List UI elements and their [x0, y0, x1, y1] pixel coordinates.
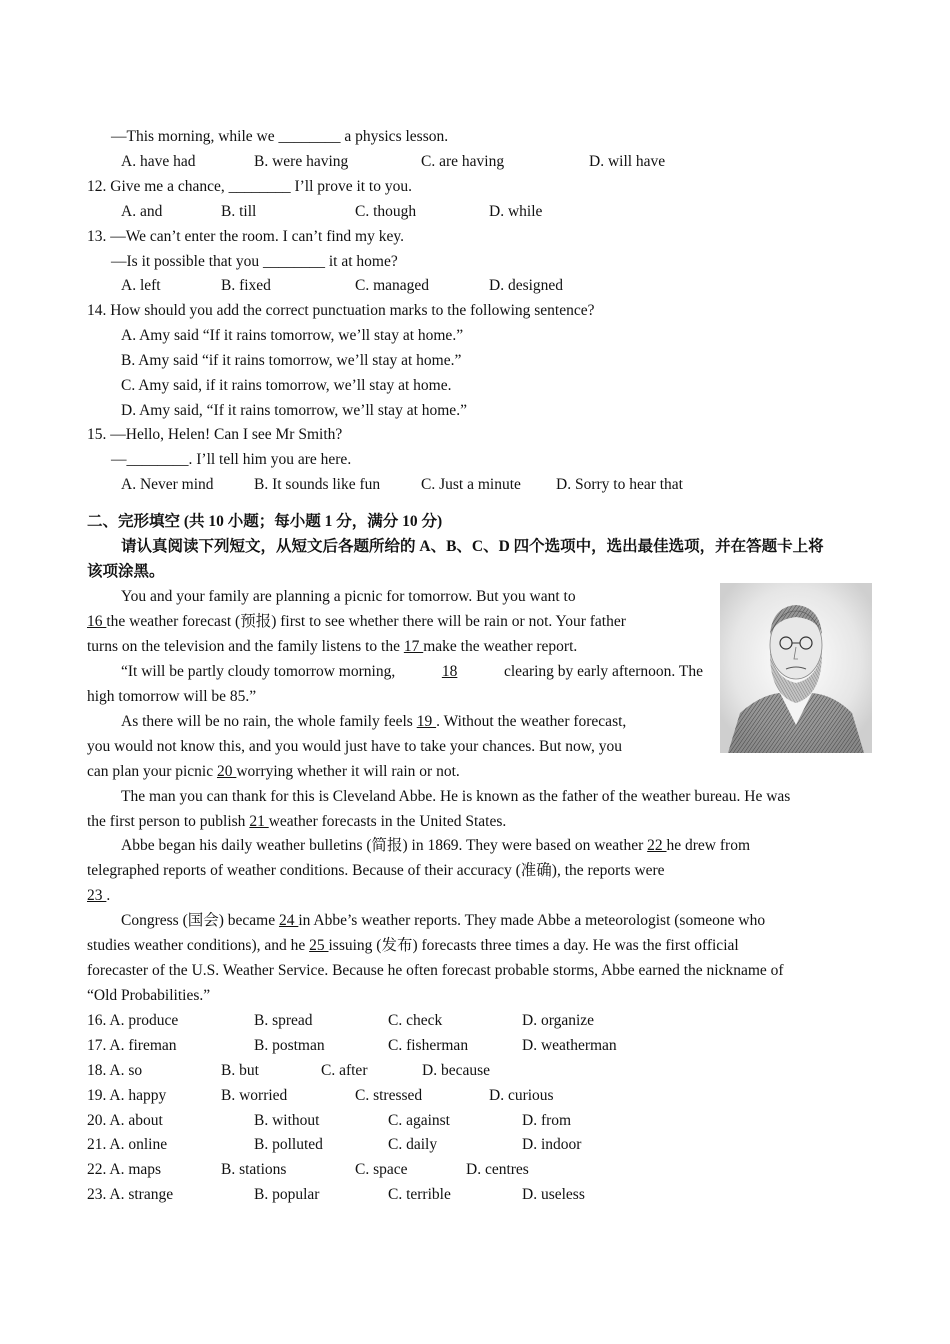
- q12-option-d: D. while: [489, 203, 543, 220]
- answer-23-a: 23. A. strange: [87, 1186, 174, 1203]
- q15-line1: 15. —Hello, Helen! Can I see Mr Smith?: [87, 426, 343, 443]
- answer-22-b: B. stations: [221, 1161, 287, 1178]
- answer-19-a: 19. A. happy: [87, 1087, 167, 1104]
- passage-p2-line1: “It will be partly cloudy tomorrow morning, 18 clearing by early afternoon. The: [121, 663, 703, 680]
- answer-17-d: D. weatherman: [522, 1037, 617, 1054]
- blank-19: 19: [416, 713, 437, 730]
- q13-option-b: B. fixed: [221, 277, 271, 294]
- answer-18-c: C. after: [321, 1062, 368, 1079]
- blank-24: 24: [278, 912, 299, 929]
- passage-p5-line3: 23 .: [87, 887, 111, 904]
- blank-20: 20: [216, 763, 237, 780]
- q13-line1: 13. —We can’t enter the room. I can’t find my key.: [87, 228, 404, 245]
- answer-23-b: B. popular: [254, 1186, 320, 1203]
- passage-p6-line2: studies weather conditions), and he 25 issuing (发布) forecasts three times a day. He was the first official: [87, 937, 739, 954]
- answer-21-a: 21. A. online: [87, 1136, 168, 1153]
- answer-18-b: B. but: [221, 1062, 259, 1079]
- answer-21-c: C. daily: [388, 1136, 438, 1153]
- cleveland-abbe-portrait: [720, 583, 872, 753]
- q13-option-c: C. managed: [355, 277, 430, 294]
- q15-option-b: B. It sounds like fun: [254, 476, 381, 493]
- q14-option-d: D. Amy said, “If it rains tomorrow, we’ll stay at home.”: [121, 402, 467, 419]
- q15-option-d: D. Sorry to hear that: [556, 476, 683, 493]
- blank-23: 23: [87, 887, 107, 904]
- q11-option-d: D. will have: [589, 153, 666, 170]
- section-heading: 二、完形填空 (共 10 小题；每小题 1 分，满分 10 分): [87, 513, 443, 530]
- passage-p3-line1: As there will be no rain, the whole family feels 19 . Without the weather forecast,: [121, 713, 627, 730]
- q12-option-b: B. till: [221, 203, 257, 220]
- q12-stem: 12. Give me a chance, ________ I’ll prove it to you.: [87, 178, 412, 195]
- q14-option-b: B. Amy said “if it rains tomorrow, we’ll stay at home.”: [121, 352, 462, 369]
- answer-17-a: 17. A. fireman: [87, 1037, 177, 1054]
- passage-p5-line2: telegraphed reports of weather conditions. Because of their accuracy (准确), the reports were: [87, 862, 665, 879]
- answer-20-d: D. from: [522, 1112, 572, 1129]
- q11-option-c: C. are having: [421, 153, 505, 170]
- answer-20-a: 20. A. about: [87, 1112, 163, 1129]
- answer-16-d: D. organize: [522, 1012, 595, 1029]
- q12-option-a: A. and: [121, 203, 163, 220]
- answer-16-c: C. check: [388, 1012, 443, 1029]
- q13-line2: —Is it possible that you ________ it at home?: [111, 253, 398, 270]
- section-instruction-1: 请认真阅读下列短文，从短文后各题所给的 A、B、C、D 四个选项中，选出最佳选项，并在答题卡上将: [121, 538, 824, 555]
- answer-18-d: D. because: [422, 1062, 490, 1079]
- passage-p1-line3: turns on the television and the family listens to the 17 make the weather report.: [87, 638, 578, 655]
- blank-18: 18: [441, 663, 458, 680]
- answer-21-d: D. indoor: [522, 1136, 582, 1153]
- q15-option-a: A. Never mind: [121, 476, 214, 493]
- answer-16-a: 16. A. produce: [87, 1012, 179, 1029]
- answer-19-b: B. worried: [221, 1087, 288, 1104]
- q13-option-d: D. designed: [489, 277, 564, 294]
- blank-22: 22: [647, 837, 667, 854]
- answer-22-c: C. space: [355, 1161, 408, 1178]
- passage-p6-line1: Congress (国会) became 24 in Abbe’s weather reports. They made Abbe a meteorologist (someone who: [121, 912, 766, 929]
- q14-option-c: C. Amy said, if it rains tomorrow, we’ll stay at home.: [121, 377, 452, 394]
- q15-line2: —________. I’ll tell him you are here.: [111, 451, 352, 468]
- answer-23-c: C. terrible: [388, 1186, 451, 1203]
- q11-option-b: B. were having: [254, 153, 349, 170]
- passage-p1-line1: You and your family are planning a picnic for tomorrow. But you want to: [121, 588, 576, 605]
- answer-17-c: C. fisherman: [388, 1037, 469, 1054]
- answer-19-d: D. curious: [489, 1087, 554, 1104]
- answer-21-b: B. polluted: [254, 1136, 323, 1153]
- blank-25: 25: [309, 937, 329, 954]
- passage-p3-line2: you would not know this, and you would just have to take your chances. But now, you: [87, 738, 622, 755]
- passage-p4-line1: The man you can thank for this is Cleveland Abbe. He is known as the father of the weather bureau. He was: [121, 788, 791, 805]
- answer-16-b: B. spread: [254, 1012, 313, 1029]
- passage-p5-line1: Abbe began his daily weather bulletins (简报) in 1869. They were based on weather 22 he drew from: [121, 837, 751, 854]
- answer-22-a: 22. A. maps: [87, 1161, 162, 1178]
- passage-p6-line4: “Old Probabilities.”: [87, 987, 211, 1004]
- q14-option-a: A. Amy said “If it rains tomorrow, we’ll stay at home.”: [121, 327, 464, 344]
- blank-16: 16: [87, 613, 107, 630]
- blank-17: 17: [403, 638, 424, 655]
- q15-option-c: C. Just a minute: [421, 476, 521, 493]
- passage-p6-line3: forecaster of the U.S. Weather Service. Because he often forecast probable storms, Abbe earned the nickname of: [87, 962, 784, 979]
- q11-line2: —This morning, while we ________ a physics lesson.: [111, 128, 449, 145]
- answer-19-c: C. stressed: [355, 1087, 423, 1104]
- answer-18-a: 18. A. so: [87, 1062, 143, 1079]
- q12-option-c: C. though: [355, 203, 417, 220]
- answer-20-b: B. without: [254, 1112, 320, 1129]
- q13-option-a: A. left: [121, 277, 161, 294]
- section-instruction-2: 该项涂黑。: [87, 563, 165, 580]
- answer-23-d: D. useless: [522, 1186, 585, 1203]
- passage-p2-line2: high tomorrow will be 85.”: [87, 688, 257, 705]
- answer-17-b: B. postman: [254, 1037, 325, 1054]
- answer-20-c: C. against: [388, 1112, 450, 1129]
- passage-p1-line2: 16 the weather forecast (预报) first to see whether there will be rain or not. Your father: [87, 613, 626, 630]
- passage-p3-line3: can plan your picnic 20 worrying whether it will rain or not.: [87, 763, 460, 780]
- answer-22-d: D. centres: [466, 1161, 529, 1178]
- q11-option-a: A. have had: [121, 153, 196, 170]
- passage-p4-line2: the first person to publish 21 weather forecasts in the United States.: [87, 813, 507, 830]
- blank-21: 21: [249, 813, 269, 830]
- q14-stem: 14. How should you add the correct punctuation marks to the following sentence?: [87, 302, 595, 319]
